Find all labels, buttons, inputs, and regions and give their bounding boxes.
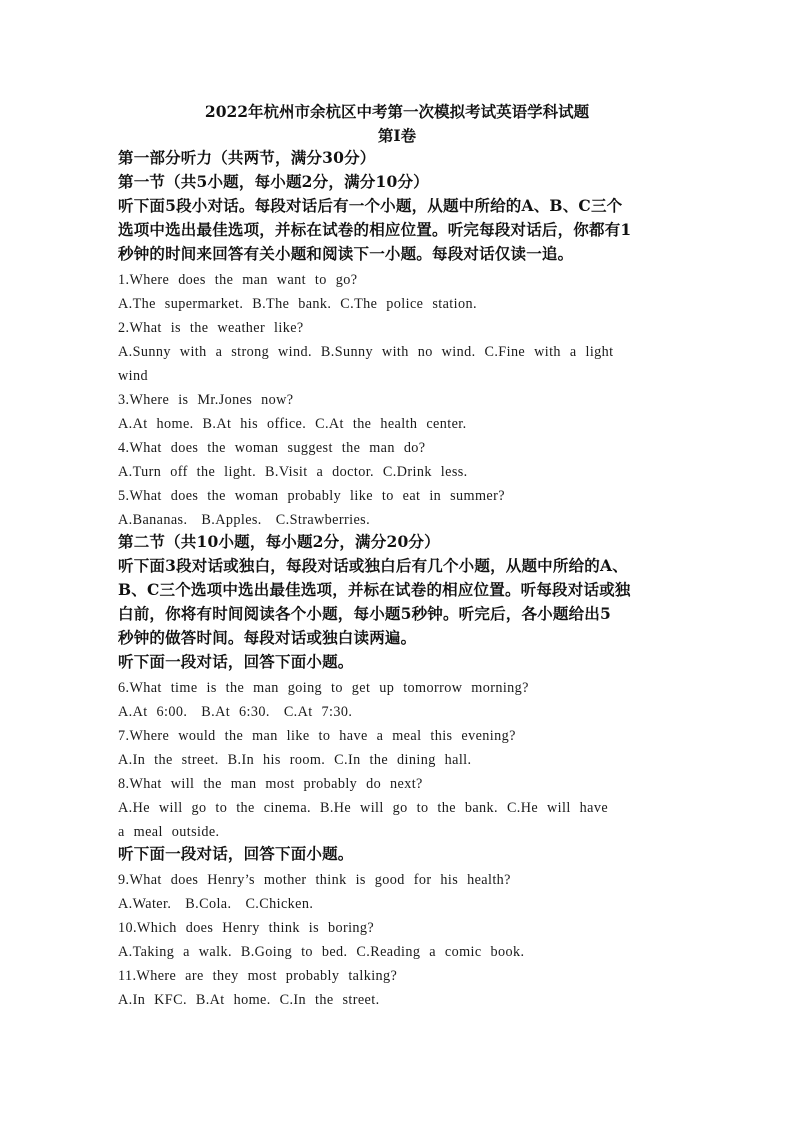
- section2-instruction-line: 白前，你将有时间阅读各个小题，每小题5秒钟。听完后，各小题给出5: [118, 604, 611, 623]
- option-c: C.Strawberries.: [275, 512, 371, 528]
- question-10-options: A.Taking a walk. B.Going to bed. C.Reading a comic book.: [118, 944, 525, 960]
- option-a: A.Water.: [118, 896, 172, 912]
- option-a: A.Bananas.: [118, 512, 188, 528]
- question-11: 11.Where are they most probably talking?: [118, 968, 398, 984]
- question-2-options: A.Sunny with a strong wind. B.Sunny with no wind. C.Fine with a light: [118, 344, 614, 360]
- exam-title: 2022年杭州市余杭区中考第一次模拟考试英语学科试题: [204, 102, 590, 121]
- section2-instruction-line: 听下面3段对话或独白，每段对话或独白后有几个小题，从题中所给的A、: [118, 556, 628, 575]
- option-b: B.Cola.: [185, 896, 232, 912]
- question-3: 3.Where is Mr.Jones now?: [118, 392, 294, 408]
- question-2-options-cont: wind: [118, 368, 148, 384]
- section2-heading: 第二节（共10小题，每小题2分，满分20分）: [118, 532, 440, 551]
- option-a: A.At 6:00.: [118, 704, 188, 720]
- dialogue-sub-heading: 听下面一段对话，回答下面小题。: [118, 652, 354, 671]
- question-5-options: [118, 508, 678, 532]
- question-1-options: A.The supermarket. B.The bank. C.The police station.: [118, 296, 477, 312]
- question-10: 10.Which does Henry think is boring?: [118, 920, 375, 936]
- section1-heading: 第一节（共5小题，每小题2分，满分10分）: [118, 172, 429, 191]
- question-9: 9.What does Henry’s mother think is good for his health?: [118, 872, 511, 888]
- part1-heading: 第一部分听力（共两节，满分30分）: [118, 148, 376, 167]
- question-9-options: [118, 892, 678, 916]
- section1-instruction-line: 选项中选出最佳选项，并标在试卷的相应位置。听完每段对话后，你都有1: [118, 220, 632, 239]
- option-b: B.At 6:30.: [201, 704, 270, 720]
- question-4: 4.What does the woman suggest the man do?: [118, 440, 426, 456]
- option-c: C.At 7:30.: [283, 704, 353, 720]
- question-11-options: A.In KFC. B.At home. C.In the street.: [118, 992, 380, 1008]
- section1-instruction-line: 秒钟的时间来回答有关小题和阅读下一小题。每段对话仅读一追。: [118, 244, 574, 263]
- question-8-options: A.He will go to the cinema. B.He will go to the bank. C.He will have: [118, 800, 609, 816]
- question-6-options: [118, 700, 678, 724]
- dialogue-sub-heading: 听下面一段对话，回答下面小题。: [118, 844, 354, 863]
- question-4-options: A.Turn off the light. B.Visit a doctor. C.Drink less.: [118, 464, 468, 480]
- volume-label: 第I卷: [377, 126, 417, 145]
- option-c: C.Chicken.: [245, 896, 314, 912]
- section2-instruction-line: B、C三个选项中选出最佳选项，并标在试卷的相应位置。听每段对话或独: [118, 580, 631, 599]
- question-2: 2.What is the weather like?: [118, 320, 304, 336]
- section1-instruction-line: 听下面5段小对话。每段对话后有一个小题，从题中所给的A、B、C三个: [118, 196, 623, 215]
- question-7-options: A.In the street. B.In his room. C.In the dining hall.: [118, 752, 472, 768]
- question-5: 5.What does the woman probably like to eat in summer?: [118, 488, 505, 504]
- option-b: B.Apples.: [201, 512, 262, 528]
- question-6: 6.What time is the man going to get up tomorrow morning?: [118, 680, 529, 696]
- question-3-options: A.At home. B.At his office. C.At the health center.: [118, 416, 467, 432]
- question-8: 8.What will the man most probably do next?: [118, 776, 423, 792]
- question-8-options-cont: a meal outside.: [118, 824, 220, 840]
- question-1: 1.Where does the man want to go?: [118, 272, 358, 288]
- section2-instruction-line: 秒钟的做答时间。每段对话或独白读两遍。: [118, 628, 417, 647]
- question-7: 7.Where would the man like to have a meal this evening?: [118, 728, 516, 744]
